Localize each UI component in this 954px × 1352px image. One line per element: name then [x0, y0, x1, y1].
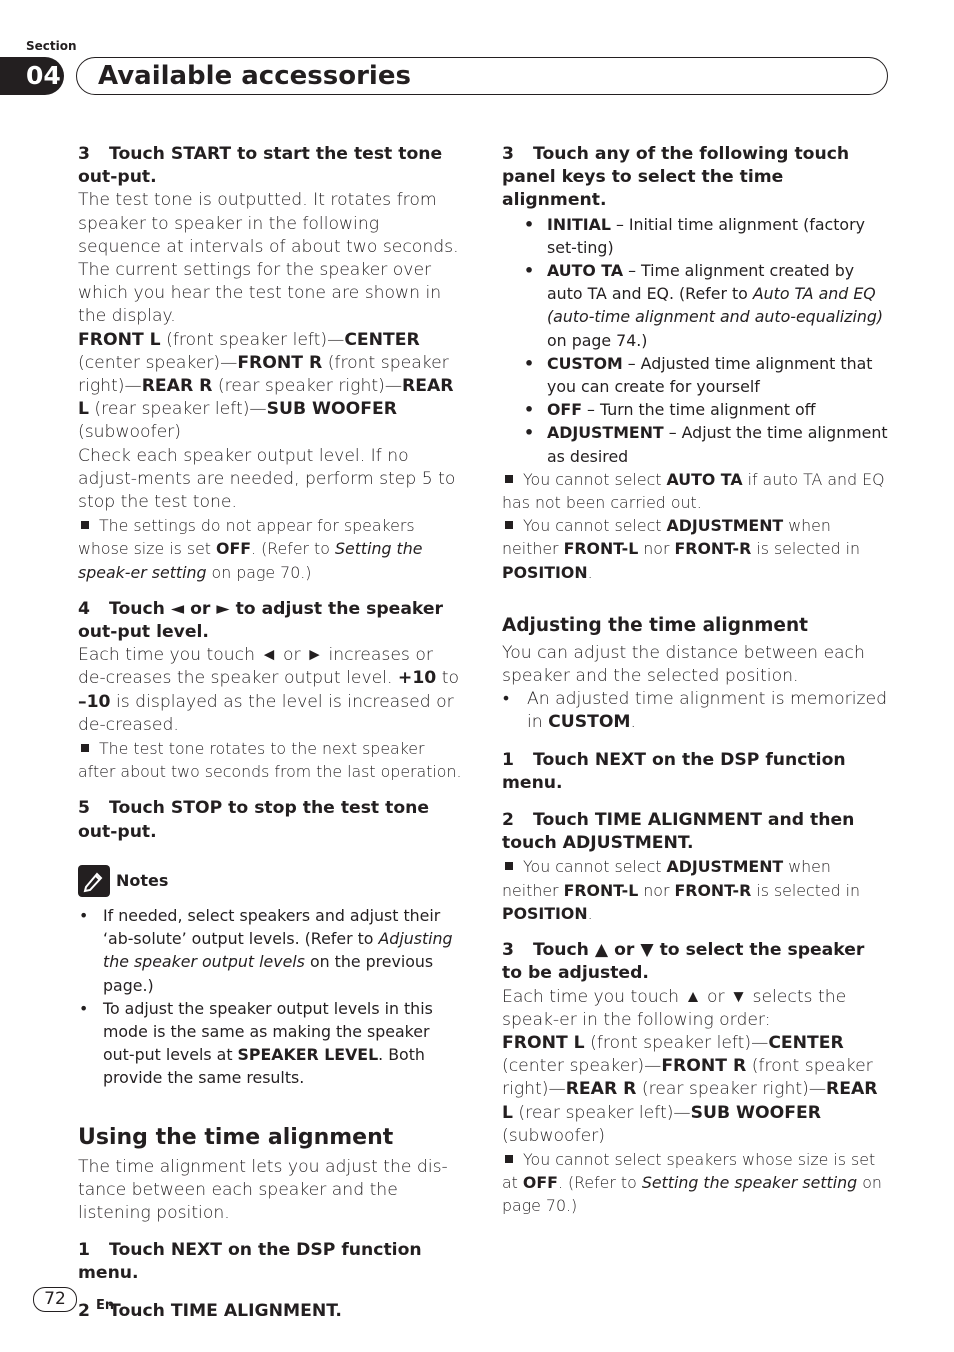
note-auto-ta: You cannot select AUTO TA if auto TA and EQ has not been carried out. — [502, 469, 885, 513]
chapter-title: Available accessories — [98, 61, 411, 91]
subsection-heading: Adjusting the time alignment — [502, 614, 808, 636]
note-item: • To adjust the speaker output levels in this mode is the same as making the speaker out-put levels at SPEAKER LEVEL. Both provide the same results. — [78, 997, 464, 1090]
option-list — [502, 213, 890, 468]
notes-header: Notes — [78, 864, 464, 898]
page-number: 72 — [33, 1287, 77, 1312]
time-alignment-intro: The time alignment lets you adjust the dis-tance between each speaker and the listening position. — [78, 1156, 448, 1223]
bullet-item: • An adjusted time alignment is memorized in CUSTOM. — [502, 688, 890, 734]
language-label: En — [96, 1298, 115, 1313]
step-4-heading: 4 Touch ◄ or ► to adjust the speaker out-put level. — [78, 598, 444, 643]
step-5-heading: 5 Touch STOP to stop the test tone out-put. — [78, 798, 430, 842]
step-2-heading: 2 Touch TIME ALIGNMENT. — [78, 1300, 342, 1321]
check-level-text: Check each speaker output level. If no adjust-ments are needed, perform step 5 to stop the test tone. — [78, 445, 456, 513]
step-1-heading: 1 Touch NEXT on the DSP function menu. — [78, 1240, 422, 1284]
option-auto-ta: • AUTO TA – Time alignment created by auto TA and EQ. (Refer to Auto TA and EQ (auto-time alignment and auto-equalizing) on page 74.) — [502, 259, 890, 352]
section-label: Section — [26, 39, 77, 53]
right-column — [502, 141, 890, 1218]
section-number-tab: 04 — [0, 57, 64, 95]
test-tone-description: The test tone is outputted. It rotates from speaker to speaker in the following sequence at intervals of about two seconds. The current settings for the speaker over which you hear the test tone are shown in the display. — [78, 190, 459, 327]
step-2-heading: 2 Touch TIME ALIGNMENT and then touch ADJUSTMENT. — [502, 810, 855, 854]
step-1-heading: 1 Touch NEXT on the DSP function menu. — [502, 749, 846, 793]
speaker-sequence: FRONT L (front speaker left)—CENTER (center speaker)—FRONT R (front speaker right)—REAR R (rear speaker right)—REAR L (rear speaker left)—SUB WOOFER (subwoofer) — [78, 329, 454, 443]
step-3-heading: 3 Touch START to start the test tone out-put. — [78, 144, 443, 188]
note-rotate: The test tone rotates to the next speaker after about two seconds from the last operation. — [78, 739, 462, 782]
notes-list — [78, 904, 464, 1090]
note-speaker-size: You cannot select speakers whose size is set at OFF. (Refer to Setting the speaker setting on page 70.) — [502, 1149, 882, 1216]
note-settings: The settings do not appear for speakers whose size is set OFF. (Refer to Setting the speak-er setting on page 70.) — [78, 516, 423, 582]
chapter-title-box — [76, 57, 888, 95]
note-adjustment: You cannot select ADJUSTMENT when neither FRONT-L nor FRONT-R is selected in POSITION. — [502, 516, 861, 582]
step-3-heading: 3 Touch any of the following touch panel keys to select the time alignment. — [502, 144, 850, 211]
note-adjustment: You cannot select ADJUSTMENT when neither FRONT-L nor FRONT-R is selected in POSITION. — [502, 857, 861, 923]
adjust-bullets — [502, 688, 890, 734]
level-description: Each time you touch ◄ or ► increases or de-creases the speaker output level. +10 to –10 is displayed as the level is increased or de-creased. — [78, 645, 459, 735]
speaker-order-text: Each time you touch ▲ or ▼ selects the speak-er in the following order: — [502, 986, 847, 1030]
notes-pencil-icon — [78, 865, 110, 897]
left-column — [78, 141, 464, 1323]
section-heading: Using the time alignment — [78, 1124, 394, 1150]
adjust-intro: You can adjust the distance between each speaker and the selected position. — [502, 642, 865, 687]
option-custom: • CUSTOM – Adjusted time alignment that you can create for yourself — [502, 352, 890, 398]
speaker-sequence: FRONT L (front speaker left)—CENTER (center speaker)—FRONT R (front speaker right)—REAR R (rear speaker right)—REAR L (rear speaker left)—SUB WOOFER (subwoofer) — [502, 1032, 878, 1146]
option-initial: • INITIAL – Initial time alignment (factory set-ting) — [502, 213, 890, 259]
option-off: • OFF – Turn the time alignment off — [502, 398, 890, 421]
note-item: • If needed, select speakers and adjust their ‘ab-solute’ output levels. (Refer to Adjusting the speaker output levels on the previous page.) — [78, 904, 464, 997]
step-3b-heading: 3 Touch ▲ or ▼ to select the speaker to be adjusted. — [502, 940, 865, 984]
option-adjustment: • ADJUSTMENT – Adjust the time alignment as desired — [502, 421, 890, 467]
